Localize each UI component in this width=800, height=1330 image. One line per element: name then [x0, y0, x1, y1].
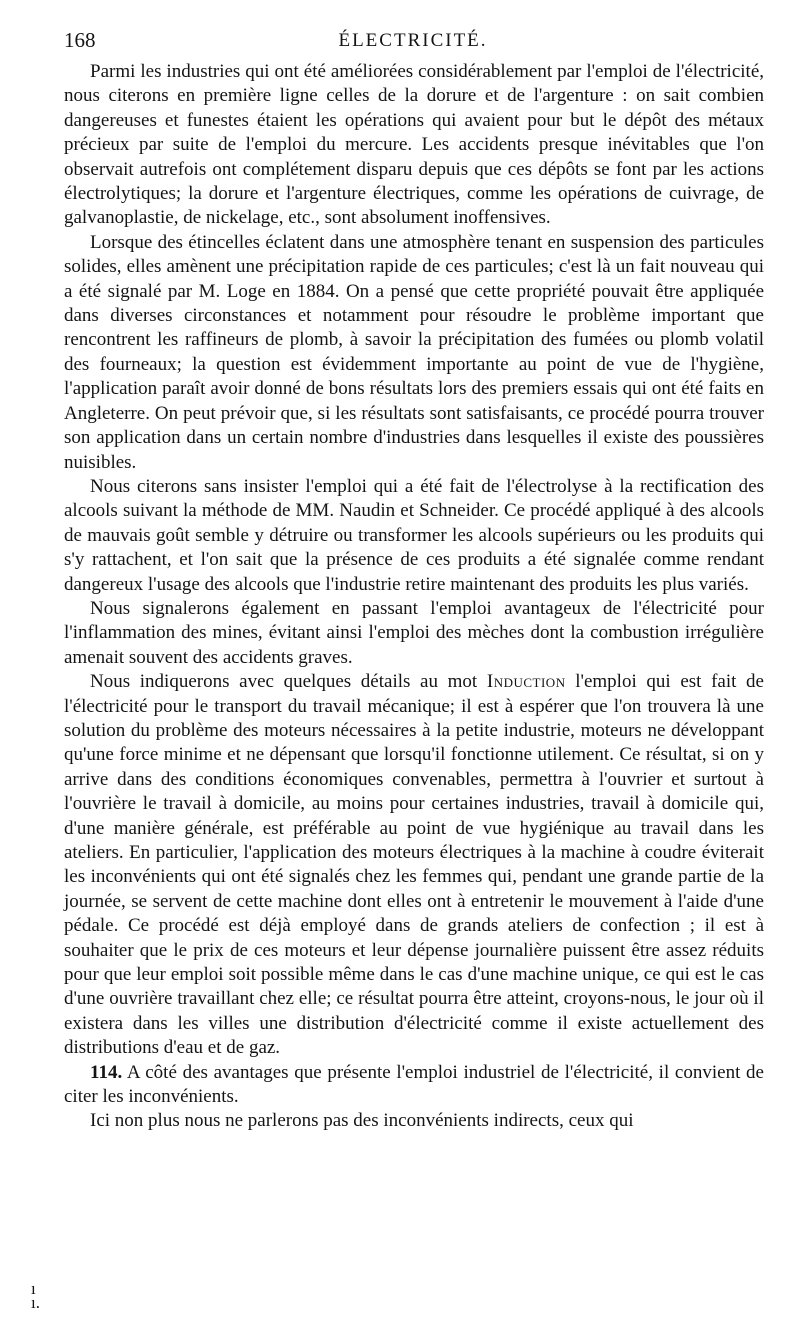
page-header — [64, 28, 762, 54]
section-114-text: A côté des avantages que présente l'emploi industriel de l'électricité, il convient de citer les inconvénients. — [64, 1061, 764, 1108]
paragraph-inconvenients: Ici non plus nous ne parlerons pas des inconvénients indirects, ceux qui — [90, 1110, 634, 1132]
margin-mark — [31, 1279, 40, 1312]
page-number: 168 — [64, 28, 96, 52]
paragraph-induction — [64, 670, 764, 1061]
cross-reference-induction: Induction — [486, 671, 566, 693]
paragraph-alcools: Nous citerons sans insister l'emploi qui a été fait de l'électrolyse à la rectification des alcools suivant la méthode de MM. Naudin et Schneider. Ce procédé appliqué à des alcools de mauvais goût semble y détruire ou transformer les alcools supérieurs ou les produits qui s'y rattachent, et l'on sait que la présence de ces produits a été signalée comme rendant dangereux l'usage des alcools que l'industrie retire maintenant des produits les plus variés. — [64, 475, 764, 595]
paragraph-section-114 — [64, 1061, 764, 1110]
paragraph-mines: Nous signalerons également en passant l'emploi avantageux de l'électricité pour l'inflammation des mines, évitant ainsi l'emploi des mèches dont la combustion irrégulière amenait souvent des accidents graves. — [64, 597, 764, 668]
paragraph-dorure: Parmi les industries qui ont été améliorées considérablement par l'emploi de l'électricité, nous citerons en première ligne celles de la dorure et de l'argenture : on sait combien dangereuses et funestes étaient les opérations qui avaient pour but le dépôt des métaux précieux par suite de l'emploi du mercure. Les accidents presque inévitables que l'on observait autrefois ont complétement disparu depuis que ces dépôts se font par les actions électrolytiques; la dorure et l'argenture électriques, comme les opérations de cuivrage, de galvanoplastie, de nickelage, etc., sont absolument inoffensives. — [64, 61, 764, 229]
margin-mark-text: ı ı. — [31, 1279, 40, 1312]
paragraph-induction-rest: l'emploi qui est fait de l'électricité pour le transport du travail mécanique; il est à espérer que l'on trouvera là une solution du problème des moteurs nécessaires à la petite industrie, moteurs ne développant qu'une force minime et ne dépensant que lorsqu'il fonctionne utilement. Ce résultat, si on y arrive dans des conditions économiques convenables, permettra à l'ouvrier et surtout à l'ouvrière le travail à domicile, au moins pour certaines industries, travail à domicile qui, d'une manière générale, est préférable au point de vue hygiénique au travail dans les ateliers. En particulier, l'application des moteurs électriques à la machine à coudre éviterait les inconvénients qui ont été signalés chez les femmes qui, pendant une grande partie de la journée, se servent de cette machine dont elles ont à entretenir le mouvement à l'aide d'une pédale. Ce procédé est déjà employé dans de grands ateliers de confection ; il est à souhaiter que le prix de ces moteurs et leur dépense journalière puissent être assez réduits pour que leur emploi soit possible même dans le cas d'une machine unique, ce qui est le cas d'une ouvrière travaillant chez elle; ce résultat pourra être atteint, croyons-nous, le jour où il existera dans les villes une distribution d'électricité comme il existe actuellement des distributions d'eau et de gaz. — [64, 671, 764, 1059]
paragraph-induction-start: Nous indiquerons avec quelques détails au mot — [90, 671, 487, 693]
section-number: 114. — [90, 1061, 123, 1083]
paragraph-etincelles: Lorsque des étincelles éclatent dans une atmosphère tenant en suspension des particules solides, elles amènent une précipitation rapide de ces particules; c'est là un fait nouveau qui a été signalé par M. Loge en 1884. On a pensé que cette propriété pouvait être appliquée dans diverses circonstances et notamment pour résoudre le problème important que rencontrent les raffineurs de plomb, à savoir la précipitation des fumées ou plomb volatil des fourneaux; la question est évidemment importante au point de vue de l'hygiène, l'application paraît avoir donné de bons résultats lors des premiers essais qui ont été faits en Angleterre. On peut prévoir que, si les résultats sont satisfaisants, ce procédé pourra trouver son application dans un certain nombre d'industries dans lesquelles il existe des poussières nuisibles. — [64, 231, 764, 473]
running-title: ÉLECTRICITÉ. — [338, 30, 488, 51]
body-text — [64, 60, 764, 1134]
